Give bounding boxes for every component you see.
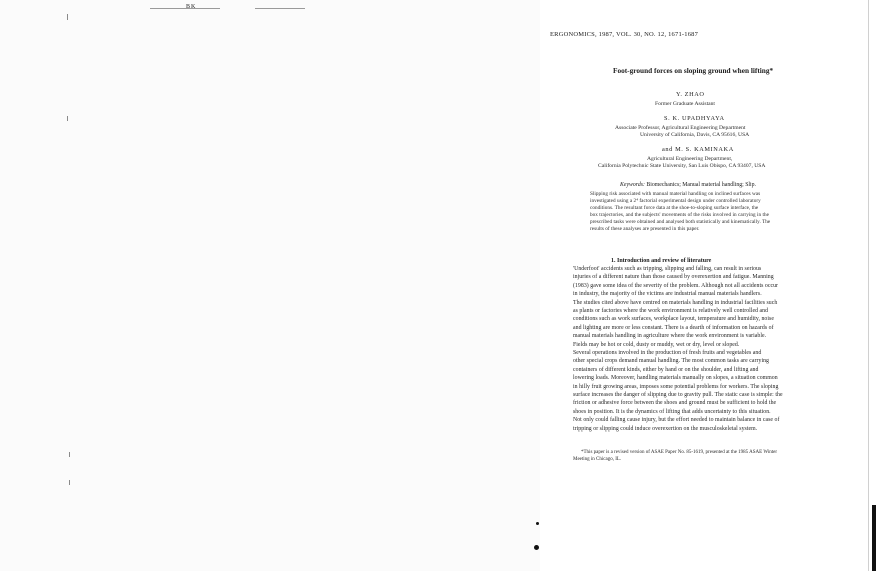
scan-artifact-rule [255,8,305,9]
body-line: surface increases the danger of slipping due to gravity pull. The static case is simple: the [573,392,783,398]
body-line: Fields may be hot or cold, dusty or muddy, wet or dry, level or sloped. [573,341,740,348]
body-line: and lighting are more or less constant. There is a dearth of information on hazards of [573,324,774,331]
body-line: tripping or slipping could induce overexertion on the musculoskeletal system. [573,425,758,432]
footnote-line: *This paper is a revised version of ASAE Paper No. 85-1619, presented at the 1985 ASAE Winter [581,450,778,455]
scan-edge-mark [67,116,68,121]
body-line: lowering loads. Moreover, handling materials manually on slopes, a situation common [573,375,778,382]
body-line: in industry, the majority of the victims are industrial manual materials handlers. [573,291,762,298]
body-line: other special crops demand manual handling. The most common tasks are carrying [573,358,770,365]
author-affiliation: Former Graduate Assistant [655,101,715,107]
author-name: S. K. UPADHYAYA [664,115,725,122]
abstract-line: investigated using a 2⁴ factorial experimental design under controlled laboratory [590,198,761,204]
author-affiliation: California Polytechnic State University, San Luis Obispo, CA 93407, USA [598,163,766,169]
abstract-line: Slipping risk associated with manual material handling on inclined surfaces was [590,191,761,197]
body-line: in hilly fruit growing areas, imposes some potential problems for workers. The sloping [573,383,779,390]
author-name: and M. S. KAMINAKA [662,146,734,153]
author-affiliation: University of California, Davis, CA 95616, USA [640,132,750,138]
page-edge-shadow [872,505,876,571]
scan-edge-mark [69,480,70,485]
keywords-label: Keywords: [620,182,645,188]
body-line: containers of different kinds, either by hand or on the shoulder, and lifting and [573,366,759,373]
section-heading: 1. Introduction and review of literature [611,258,712,264]
body-line: friction or adhesive force between the shoes and ground must be sufficient to hold the [573,400,777,407]
running-head: ERGONOMICS, 1987, VOL. 30, NO. 12, 1671-1687 [550,31,699,38]
body-line: Several operations involved in the production of fresh fruits and vegetables and [573,350,762,356]
scan-artifact-rule [150,8,220,9]
scan-speck [536,522,539,525]
body-line: injuries of a different nature than those caused by overexertion and fatigue. Manning [573,274,774,281]
body-line: 'Underfoot' accidents such as tripping, slipping and falling, can result in serious [573,266,762,272]
author-affiliation: Agricultural Engineering Department, [647,156,733,162]
keywords-text: Biomechanics; Manual material handling; Slip. [646,182,756,188]
scan-edge-mark [67,14,68,20]
body-line: shoes in position. It is the dynamics of lifting that adds uncertainty to this situation. [573,408,771,415]
body-line: Not only could falling cause injury, but the effort needed to maintain balance in case of [573,417,780,424]
author-name: Y. ZHAO [676,91,705,98]
footnote-line: Meeting in Chicago, IL. [573,457,622,462]
abstract-line: conditions. The resultant force data at the shoe-to-sloping surface interface, the [590,205,759,211]
body-line: conditions such as work surfaces, workplace layout, temperature and humidity, noise [573,316,774,323]
scan-artifact-mark: BK [186,4,197,10]
body-line: as plants or factories where the work environment is relatively well controlled and [573,308,769,314]
scan-speck [534,545,539,550]
abstract-line: prescribed tasks were obtained and analysed both statistically and kinematically. The [590,219,771,225]
body-line: (1983) gave some idea of the severity of the problem. Although not all accidents occur [573,282,779,289]
body-line: manual materials handling in agriculture where the work environment is variable. [573,333,767,340]
keywords [620,182,756,188]
author-affiliation: Associate Professor, Agricultural Engineering Department [615,125,746,131]
scan-edge-mark [69,452,70,457]
page-edge-line [868,0,869,571]
body-line: The studies cited above have centred on materials handling in industrial facilities such [573,299,778,306]
abstract-line: results of these analyses are presented in this paper. [590,226,700,232]
paper-title: Foot-ground forces on sloping ground when lifting* [613,66,774,75]
abstract-line: box trajectories, and the subjects' movements of the risks involved in carrying in the [590,212,769,218]
